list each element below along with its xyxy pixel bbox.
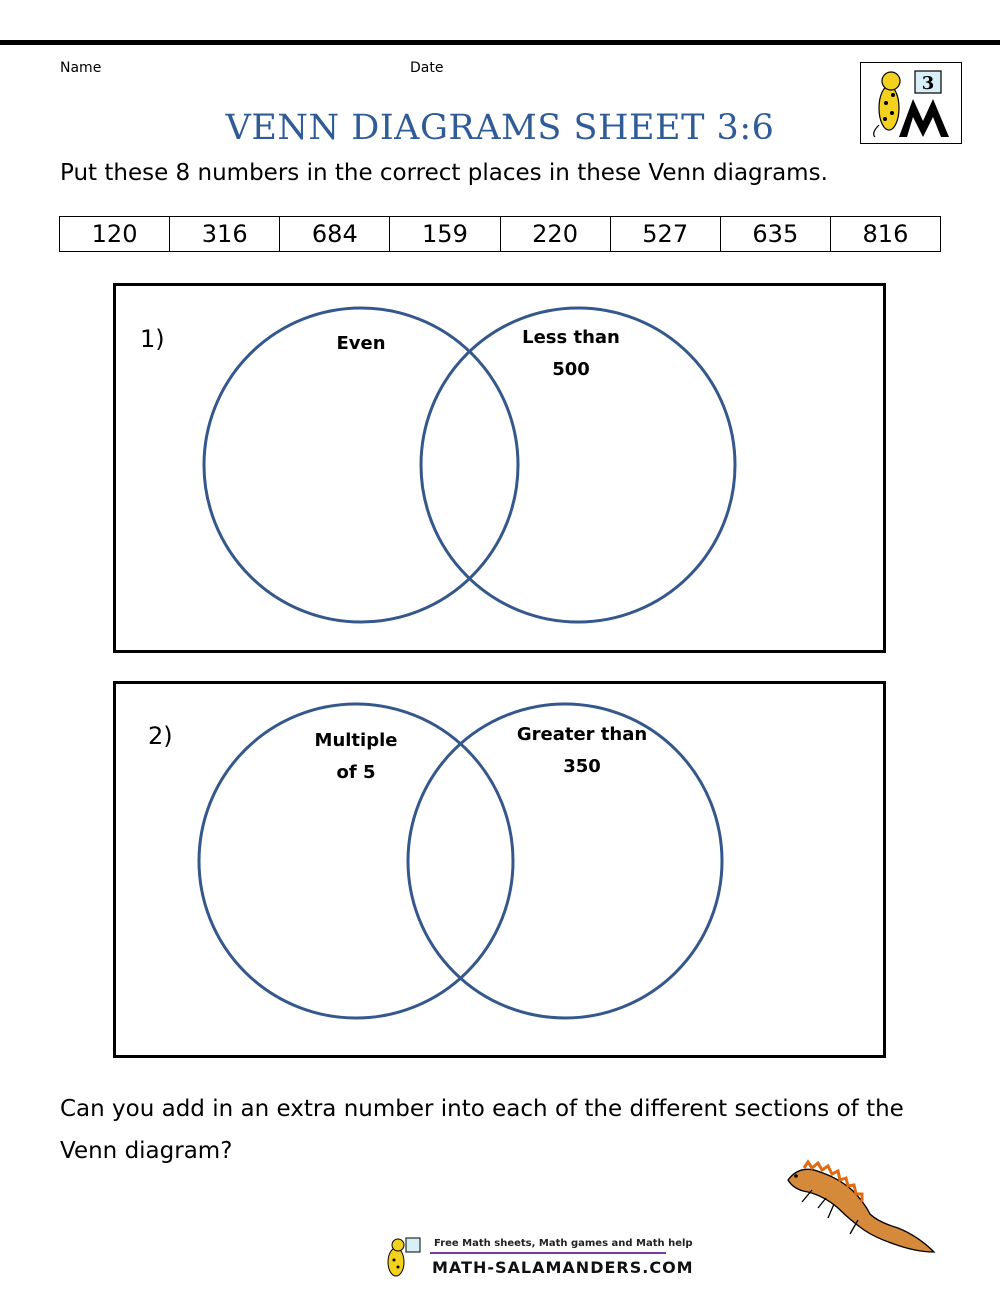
venn-circles-2 [113, 681, 886, 1058]
diagram-number: 1) [140, 325, 165, 353]
grade-digit: 3 [921, 73, 935, 94]
number-cell: 816 [830, 217, 940, 252]
numbers-table [59, 216, 941, 252]
extension-question: Can you add in an extra number into each of the different sections of the Venn diagram? [60, 1096, 904, 1164]
name-label: Name [60, 60, 102, 76]
number-cell: 316 [170, 217, 280, 252]
number-cell: 120 [60, 217, 170, 252]
top-rule [0, 40, 1000, 45]
diagram-number: 2) [148, 722, 173, 750]
page-title: VENN DIAGRAMS SHEET 3:6 [225, 108, 775, 148]
number-cell: 220 [500, 217, 610, 252]
footer-site: MATH-SALAMANDERS.COM [432, 1258, 694, 1277]
footer-divider [430, 1252, 666, 1254]
left-set-label: Multiple of 5 [314, 730, 398, 783]
number-cell: 527 [610, 217, 720, 252]
right-set-label: Less than 500 [522, 327, 620, 380]
footer-logo-icon [382, 1234, 422, 1280]
number-cell: 684 [280, 217, 390, 252]
salamander-illustration [778, 1158, 940, 1258]
instruction-text: Put these 8 numbers in the correct places in these Venn diagrams. [60, 160, 828, 186]
right-set-label: Greater than 350 [516, 724, 648, 777]
left-set-label: Even [336, 333, 386, 354]
date-label: Date [410, 60, 444, 76]
number-cell: 635 [720, 217, 830, 252]
number-cell: 159 [390, 217, 500, 252]
footer-tagline: Free Math sheets, Math games and Math help [434, 1238, 693, 1249]
